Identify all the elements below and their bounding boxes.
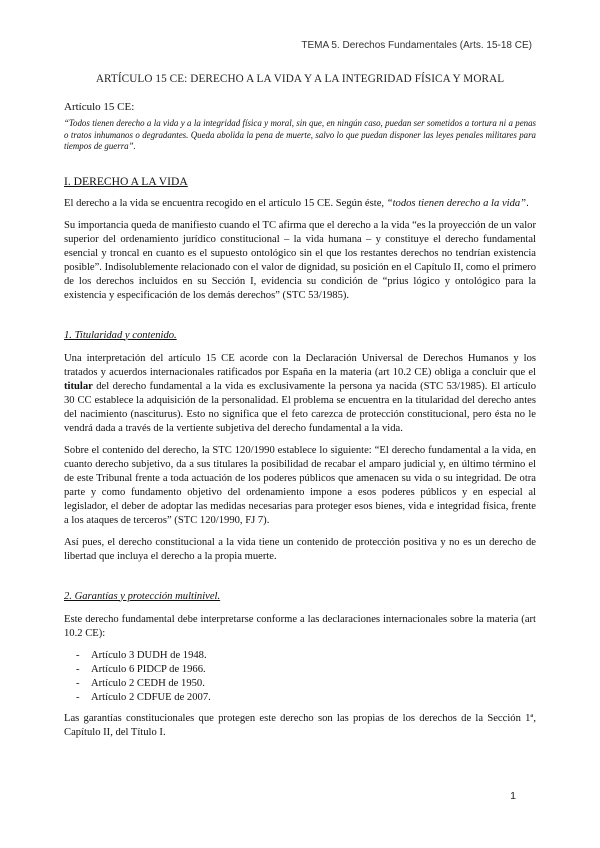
subheading-garantias-text: 2. Garantías y protección multinivel. — [64, 590, 221, 602]
paragraph-importance: Su importancia queda de manifiesto cuando el TC afirma que el derecho a la vida “es la proyección de un valor superior del ordenamiento jurídico constitucional – la vida humana – y constituye el derecho fundamental esencial y troncal en cuanto es el supuesto ontológico sin el que los restantes derechos no tendrían existencia posible”. Indisolublemente relacionado con el valor de dignidad, su posición en el Capítulo II, como el primero de los derechos incluidos en su Sección I, evidencia su condición de “prius lógico y ontológico para la existencia y especificación de los demás derechos” (STC 53/1985). — [64, 219, 536, 301]
paragraph-titularidad — [64, 352, 536, 436]
list-dash: - — [76, 663, 80, 675]
list-item-text: Artículo 2 CEDH de 1950. — [91, 677, 205, 689]
list-item-text: Artículo 6 PIDCP de 1966. — [91, 663, 206, 675]
paragraph-titularidad-a: Una interpretación del artículo 15 CE acorde con la Declaración Universal de Derechos Humanos y los tratados y acuerdos internacionales ratificados por España en la materia (art 10.2 CE) obliga a concluir que el — [64, 352, 536, 378]
article-quote: “Todos tienen derecho a la vida y a la integridad física y moral, sin que, en ningún caso, puedan ser sometidos a tortura ni a penas o tratos inhumanos o degradantes. Queda abolida la pena de muerte, salvo lo que puedan disponer las leyes penales militares para tiempos de guerra”. — [64, 118, 536, 151]
list-item — [76, 691, 536, 705]
articles-list — [64, 649, 536, 705]
paragraph-garantias-constitucionales: Las garantías constitucionales que protegen este derecho son las propias de los derechos de la Sección 1ª, Capítulo II, del Título I. — [64, 712, 536, 738]
paragraph-intro-quote: “todos tienen derecho a la vida” — [386, 197, 527, 209]
paragraph-intro-text: El derecho a la vida se encuentra recogido en el artículo 15 CE. Según éste, — [64, 197, 387, 209]
list-dash: - — [76, 677, 80, 689]
paragraph-titularidad-bold: titular — [64, 380, 93, 392]
list-item — [76, 649, 536, 663]
list-dash: - — [76, 691, 80, 703]
running-header: TEMA 5. Derechos Fundamentales (Arts. 15-18 CE) — [301, 40, 532, 51]
page-number: 1 — [510, 790, 516, 802]
subheading-titularidad — [64, 329, 536, 343]
list-dash: - — [76, 649, 80, 661]
document-body — [64, 72, 536, 748]
paragraph-intro-end: . — [526, 197, 529, 209]
subheading-titularidad-text: 1. Titularidad y contenido. — [64, 329, 177, 341]
list-item-text: Artículo 3 DUDH de 1948. — [91, 649, 207, 661]
paragraph-conclusion: Así pues, el derecho constitucional a la vida tiene un contenido de protección positiva y no es un derecho de libertad que incluya el derecho a la propia muerte. — [64, 536, 536, 562]
list-item-text: Artículo 2 CDFUE de 2007. — [91, 691, 211, 703]
paragraph-intro — [64, 197, 536, 211]
paragraph-contenido: Sobre el contenido del derecho, la STC 120/1990 establece lo siguiente: “El derecho fundamental a la vida, en cuanto derecho subjetivo, da a sus titulares la posibilidad de recabar el amparo judicial y, en último término el de este Tribunal frente a toda actuación de los poderes públicos que amenacen su vida o su integridad. De otra parte y como fundamento objetivo del ordenamiento impone a esos poderes públicos y en especial al legislador, el deber de adoptar las medidas necesarias para proteger esos bienes, vida e integridad física, frente a los ataques de terceros” (STC 120/1990, FJ 7). — [64, 444, 536, 526]
section-heading: I. DERECHO A LA VIDA — [64, 174, 188, 188]
paragraph-titularidad-b: del derecho fundamental a la vida es exclusivamente la persona ya nacida (STC 53/1985). El artículo 30 CC establece la adquisición de la personalidad. El problema se encuentra en la titularidad del derecho antes del nacimiento (nasciturus). Esto no significa que el feto carezca de protección constitucional, pero ésta no le vendrá dada a través de la vertiente subjetiva del derecho fundamental a la vida. — [64, 380, 536, 434]
subheading-garantias — [64, 590, 536, 604]
document-title: ARTÍCULO 15 CE: DERECHO A LA VIDA Y A LA INTEGRIDAD FÍSICA Y MORAL — [95, 73, 505, 85]
list-item — [76, 663, 536, 677]
paragraph-garantias: Este derecho fundamental debe interpretarse conforme a las declaraciones internacionales sobre la materia (art 10.2 CE): — [64, 613, 536, 639]
article-label: Artículo 15 CE: — [64, 101, 135, 113]
list-item — [76, 677, 536, 691]
